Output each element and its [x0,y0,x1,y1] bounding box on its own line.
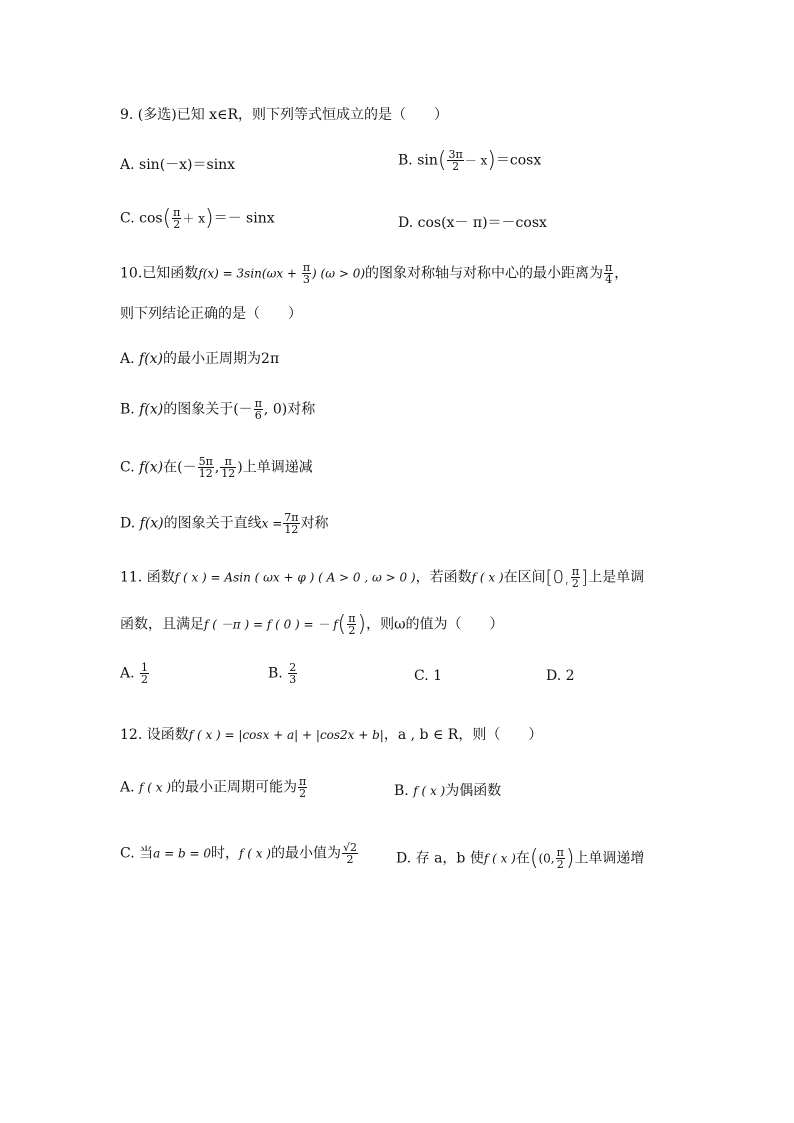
q10-option-c: C. f(x)在(－ $\frac{5\pi}{12}$ , $\frac{\pi}{12}$ )上单调递减 [120,455,313,480]
q12-option-c: C. 当a = b = 0时，f ( x )的最小值为 $\frac{√2}{2}$ [120,841,357,866]
q11-stem: 11. 函数f ( x ) = Asin ( ωx + φ ) ( A > 0 , ω > 0 )，若函数f ( x )在区间[0, $\frac{\pi}{2}$ ]上是单调 [120,565,645,590]
q11-option-d: D. 2 [546,668,575,684]
q10-distance-fraction: $\frac{\pi}{4}$ [605,261,613,286]
q9-b-prefix: B. sin [398,152,438,169]
q10-option-d: D. f(x)的图象关于直线x = $\frac{7\pi}{12}$ 对称 [120,511,329,536]
q12-option-a: A. f ( x )的最小正周期可能为 $\frac{\pi}{2}$ [120,775,307,800]
q9-option-d: D. cos(x－ π)＝－cosx [398,215,547,231]
q9-option-a: A. sin(－x)＝sinx [120,157,236,173]
q9-option-c: C. cos( $\frac{\pi}{2}$ ＋ x)＝－ sinx [120,206,275,231]
q9-b-fraction: $\frac{3\pi}{2}$ [448,148,463,173]
q9-option-b: B. sin( $\frac{3\pi}{2}$ － x)＝cosx [398,148,542,173]
q9-c-fraction: $\frac{\pi}{2}$ [173,206,181,231]
q11-stem-line2: 函数，且满足f ( －π ) = f ( 0 ) = － f( $\frac{\pi}{2}$ )，则ω的值为（ ） [120,612,504,637]
q12-option-d: D. 存 a，b 使f ( x )在((0, $\frac{\pi}{2}$ )上单调递增 [396,846,645,871]
q10-option-b: B. f(x)的图象关于(－ $\frac{\pi}{6}$ , 0)对称 [120,397,316,422]
q12-stem: 12. 设函数f ( x ) = |cosx + a| + |cos2x + b|，a , b ∈ R，则（ ） [120,727,543,743]
q10-stem-line2: 则下列结论正确的是（ ） [120,306,302,322]
q11-option-c: C. 1 [414,668,443,684]
q11-option-b: B. $\frac{2}{3}$ [268,661,297,686]
q10-stem: 10.已知函数f(x) = 3sin(ωx + $\frac{\pi}{3}$ ) (ω > 0)的图象对称轴与对称中心的最小距离为 $\frac{\pi}{4}$ ， [120,261,629,286]
q11-option-a: A. $\frac{1}{2}$ [120,661,149,686]
q9-stem: 9. (多选)已知 x∈R，则下列等式恒成立的是（ ） [120,107,448,123]
q10-option-a: A. f(x)的最小正周期为2π [120,351,280,367]
q12-option-b: B. f ( x )为偶函数 [394,783,502,799]
